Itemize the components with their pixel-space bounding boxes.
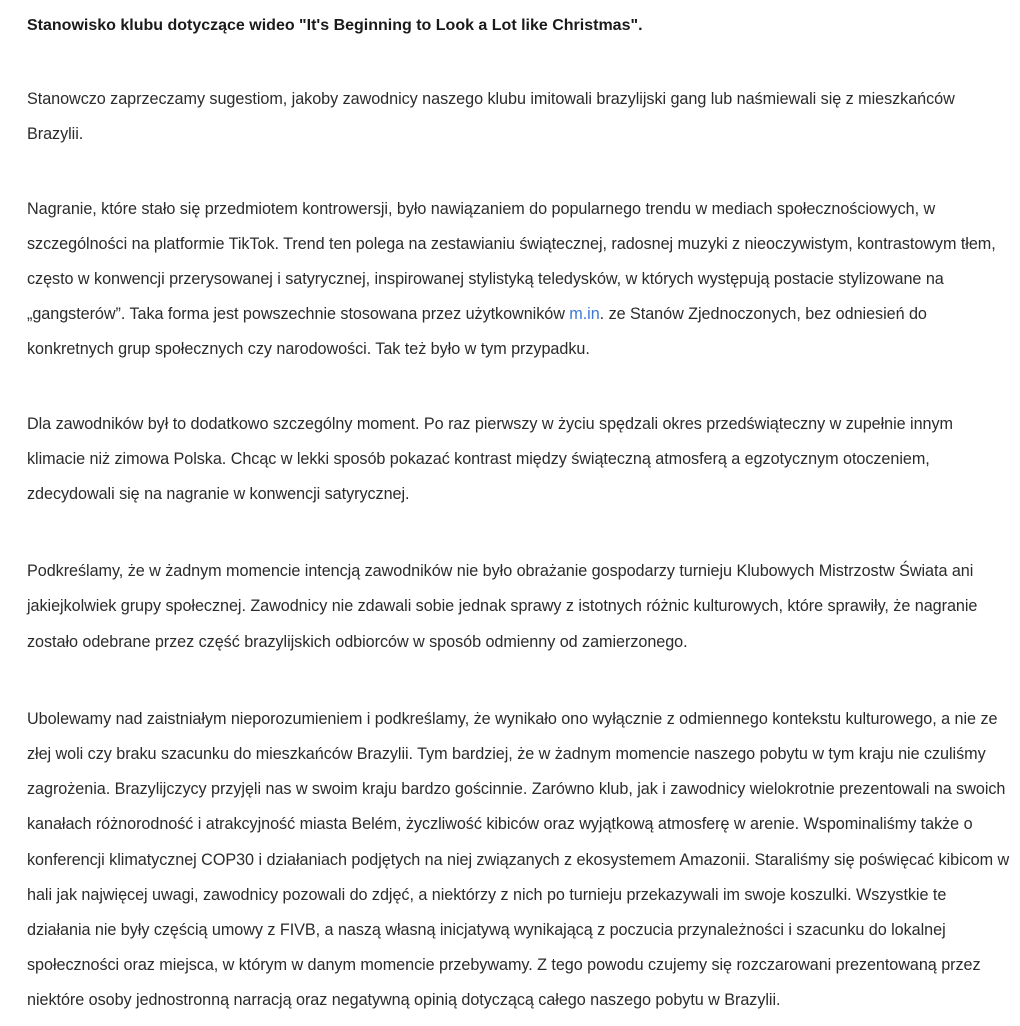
club-statement <box>27 8 1013 1019</box>
paragraph-trend-text-end: . ze Stanów Zjednoczonych, bez odniesień do konkretnych grup społecznych czy narodowości. Tak też było w tym przypadku. <box>27 305 927 359</box>
paragraph-special-moment: Dla zawodników był to dodatkowo szczególny moment. Po raz pierwszy w życiu spędzali okres przedświąteczny w zupełnie innym klimacie niż zimowa Polska. Chcąc w lekki sposób pokazać kontrast między świąteczną atmosferą a egzotycznym otoczeniem, zdecydowali się na nagranie w konwencji satyrycznej. <box>27 414 953 504</box>
paragraph-no-intent-to-offend: Podkreślamy, że w żadnym momencie intencją zawodników nie było obrażanie gospodarzy turnieju Klubowych Mistrzostw Świata ani jakiejkolwiek grupy społecznej. Zawodnicy nie zdawali sobie jednak sprawy z istotnych różnic kulturowych, które sprawiły, że nagranie zostało odebrane przez część brazylijskich odbiorców w sposób odmienny od zamierzonego. <box>27 562 978 651</box>
m-in-link[interactable]: m.in <box>569 305 600 324</box>
paragraph-trend-text-start: Nagranie, które stało się przedmiotem kontrowersji, było nawiązaniem do popularnego trendu w mediach społecznościowych, w szczególności na platformie TikTok. Trend ten polega na zestawianiu świątecznej, radosnej muzyki z nieoczywistym, kontrastowym tłem, często w konwencji przerysowanej i satyrycznej, inspirowanej stylistyką teledysków, w których występują postacie stylizowane na „gangsterów”. Taka forma jest powszechnie stosowana przez użytkowników <box>27 199 996 324</box>
statement-title: Stanowisko klubu dotyczące wideo "It's Beginning to Look a Lot like Christmas". <box>27 17 643 34</box>
paragraph-trend-explanation <box>27 192 1013 368</box>
paragraph-regret-and-hospitality: Ubolewamy nad zaistniałym nieporozumieniem i podkreślamy, że wynikało ono wyłącznie z odmiennego kontekstu kulturowego, a nie ze złej woli czy braku szacunku do mieszkańców Brazylii. Tym bardziej, że w żadnym momencie naszego pobytu w tym kraju nie czuliśmy zagrożenia. Brazylijczycy przyjęli nas w swoim kraju bardzo gościnnie. Zarówno klub, jak i zawodnicy wielokrotnie prezentowali na swoich kanałach różnorodność i atrakcyjność miasta Belém, życzliwość kibiców oraz wyjątkową atmosferę w arenie. Wspominaliśmy także o konferencji klimatycznej COP30 i działaniach podjętych na niej związanych z ekosystemem Amazonii. Staraliśmy się poświęcać kibicom w hali jak najwięcej uwagi, zawodnicy pozowali do zdjęć, a niektórzy z nich po turnieju przekazywali im swoje koszulki. Wszystkie te działania nie były częścią umowy z FIVB, a naszą własną inicjatywą wynikającą z poczucia przynależności i szacunku do lokalnej społeczności oraz miejsca, w którym w danym momencie przebywamy. Z tego powodu czujemy się rozczarowani prezentowaną przez niektóre osoby jednostronną narracją oraz negatywną opinią dotyczącą całego naszego pobytu w Brazylii. <box>27 709 1010 1010</box>
paragraph-denial: Stanowczo zaprzeczamy sugestiom, jakoby zawodnicy naszego klubu imitowali brazylijski gang lub naśmiewali się z mieszkańców Brazylii. <box>27 90 955 144</box>
